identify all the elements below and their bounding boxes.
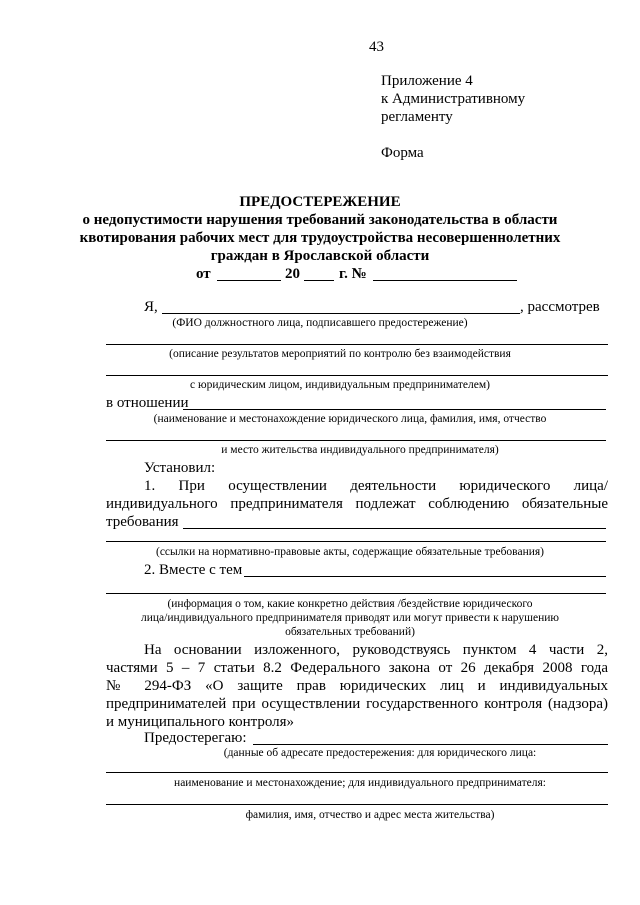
- hint-info-1: (информация о том, какие конкретно действия /бездействие юридического: [167, 598, 533, 610]
- date-day-blank: [217, 280, 281, 281]
- title-line-1: о недопустимости нарушения требований законодательства в области: [82, 212, 558, 228]
- title-date-year: 20: [285, 266, 300, 282]
- hint-name-2: и место жительства индивидуального предпринимателя): [221, 444, 499, 456]
- description-blank-2: [106, 375, 608, 376]
- paragraph-2: 2. Вместе с тем: [144, 562, 243, 578]
- description-blank-1: [106, 344, 608, 345]
- name-blank: [106, 440, 606, 441]
- title-date-from: от: [196, 266, 211, 282]
- form-label: Форма: [381, 145, 424, 161]
- basis-line-4: предпринимателей при осуществлении государственного контроля (надзора): [106, 696, 608, 712]
- appendix-line-1: Приложение 4: [381, 73, 473, 89]
- page-number: 43: [369, 39, 384, 55]
- paragraph-2-blank: [244, 576, 606, 577]
- hint-name-1: (наименование и местонахождение юридического лица, фамилия, имя, отчество: [153, 413, 547, 425]
- warning-blank: [253, 744, 608, 745]
- hint-addressee-1: (данные об адресате предостережения: для юридического лица:: [223, 747, 537, 759]
- established-label: Установил:: [144, 460, 216, 476]
- paragraph-1-line-2: индивидуального предпринимателя подлежат соблюдению обязательные: [106, 496, 608, 512]
- paragraph-1-line-1: 1. При осуществлении деятельности юридического лица/: [144, 478, 608, 494]
- hint-fio: (ФИО должностного лица, подписавшего предостережение): [172, 317, 468, 329]
- basis-line-3: № 294-ФЗ «О защите прав юридических лиц и индивидуальных: [106, 678, 608, 694]
- info-blank: [106, 593, 606, 594]
- fio-blank: [162, 313, 520, 314]
- hint-addressee-3: фамилия, имя, отчество и адрес места жительства): [245, 809, 495, 821]
- addressee-blank-1: [106, 772, 608, 773]
- basis-line-1: На основании изложенного, руководствуясь пунктом 4 части 2,: [144, 642, 608, 658]
- appendix-line-2: к Административному: [381, 91, 526, 107]
- intro-considered: , рассмотрев: [520, 299, 600, 315]
- hint-info-2: лица/индивидуального предпринимателя приводят или могут привести к нарушению: [140, 612, 560, 624]
- title-date-number: г. №: [339, 266, 367, 282]
- hint-refs: (ссылки на нормативно-правовые акты, содержащие обязательные требования): [156, 546, 544, 558]
- hint-addressee-2: наименование и местонахождение; для индивидуального предпринимателя:: [174, 777, 546, 789]
- date-year-blank: [304, 280, 334, 281]
- requirements-blank-2: [106, 541, 606, 542]
- appendix-line-3: регламенту: [381, 109, 453, 125]
- addressee-blank-2: [106, 804, 608, 805]
- hint-info-3: обязательных требований): [285, 626, 415, 638]
- title-line-2: квотирования рабочих мест для трудоустройства несовершеннолетних: [79, 230, 561, 246]
- basis-line-5: и муниципального контроля»: [106, 714, 295, 730]
- hint-description-1: (описание результатов мероприятий по контролю без взаимодействия: [169, 348, 511, 360]
- intro-i: Я,: [144, 299, 158, 315]
- regarding-label: в отношении: [106, 395, 189, 411]
- title-line-3: граждан в Ярославской области: [210, 248, 430, 264]
- requirements-blank: [183, 528, 606, 529]
- paragraph-1-line-3: требования: [106, 514, 179, 530]
- basis-line-2: частями 5 – 7 статьи 8.2 Федерального закона от 26 декабря 2008 года: [106, 660, 608, 676]
- warning-label: Предостерегаю:: [144, 730, 247, 746]
- number-blank: [373, 280, 517, 281]
- hint-description-2: с юридическим лицом, индивидуальным предпринимателем): [190, 379, 490, 391]
- title-main: ПРЕДОСТЕРЕЖЕНИЕ: [239, 194, 401, 210]
- regarding-blank: [183, 409, 606, 410]
